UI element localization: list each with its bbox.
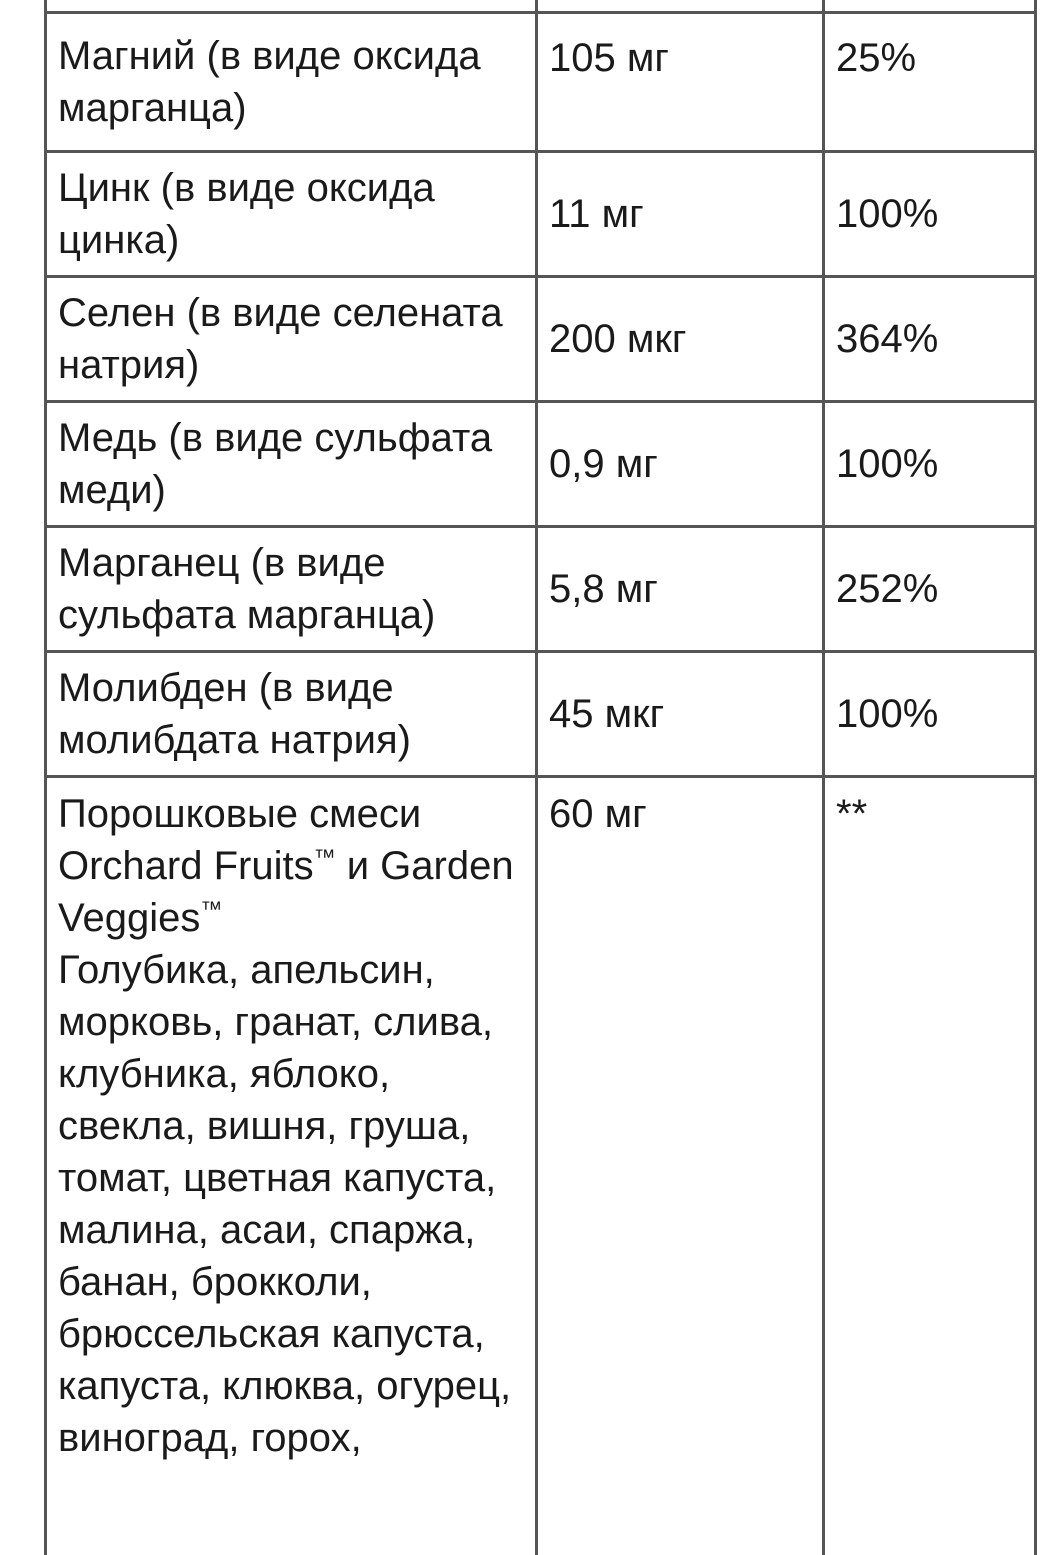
table-row xyxy=(46,527,1036,652)
nutrient-daily-value: 252% xyxy=(824,527,1036,652)
table-row xyxy=(46,402,1036,527)
table-row xyxy=(46,152,1036,277)
table-row-blend xyxy=(46,777,1036,1555)
blend-ingredients: Голубика, апельсин, морковь, гранат, слива, клубника, яблоко, свекла, вишня, груша, томат, цветная капуста, малина, асаи, спаржа, банан, брокколи, брюссельская капуста, капуста, клюква, огурец, виноград, горох, xyxy=(58,948,512,1460)
nutrient-name: Медь (в виде сульфата меди) xyxy=(46,402,537,527)
cell-empty xyxy=(46,0,537,13)
nutrient-amount: 105 мг xyxy=(537,13,824,152)
nutrient-daily-value: 25% xyxy=(824,13,1036,152)
nutrient-daily-value: 100% xyxy=(824,652,1036,777)
cell-empty xyxy=(824,0,1036,13)
blend-cell xyxy=(46,777,537,1555)
table-row-top-partial xyxy=(46,0,1036,13)
nutrient-daily-value: 100% xyxy=(824,402,1036,527)
nutrient-amount: 5,8 мг xyxy=(537,527,824,652)
table-row xyxy=(46,277,1036,402)
blend-amount: 60 мг xyxy=(537,777,824,1555)
blend-daily-value: ** xyxy=(824,777,1036,1555)
nutrient-table xyxy=(44,0,1037,1555)
nutrient-amount: 11 мг xyxy=(537,152,824,277)
nutrient-name: Цинк (в виде оксида цинка) xyxy=(46,152,537,277)
nutrient-name: Молибден (в виде молибдата натрия) xyxy=(46,652,537,777)
supplement-facts-table xyxy=(44,0,1034,1555)
nutrient-amount: 200 мкг xyxy=(537,277,824,402)
nutrient-amount: 45 мкг xyxy=(537,652,824,777)
table-row xyxy=(46,652,1036,777)
nutrient-daily-value: 364% xyxy=(824,277,1036,402)
table-row xyxy=(46,13,1036,152)
nutrient-name: Марганец (в виде сульфата марганца) xyxy=(46,527,537,652)
nutrient-name: Магний (в виде оксида марганца) xyxy=(46,13,537,152)
nutrient-amount: 0,9 мг xyxy=(537,402,824,527)
nutrient-name: Селен (в виде селената натрия) xyxy=(46,277,537,402)
cell-empty xyxy=(537,0,824,13)
nutrient-daily-value: 100% xyxy=(824,152,1036,277)
blend-name: Порошковые смеси Orchard Fruits™ и Garden Veggies™ xyxy=(58,792,514,940)
